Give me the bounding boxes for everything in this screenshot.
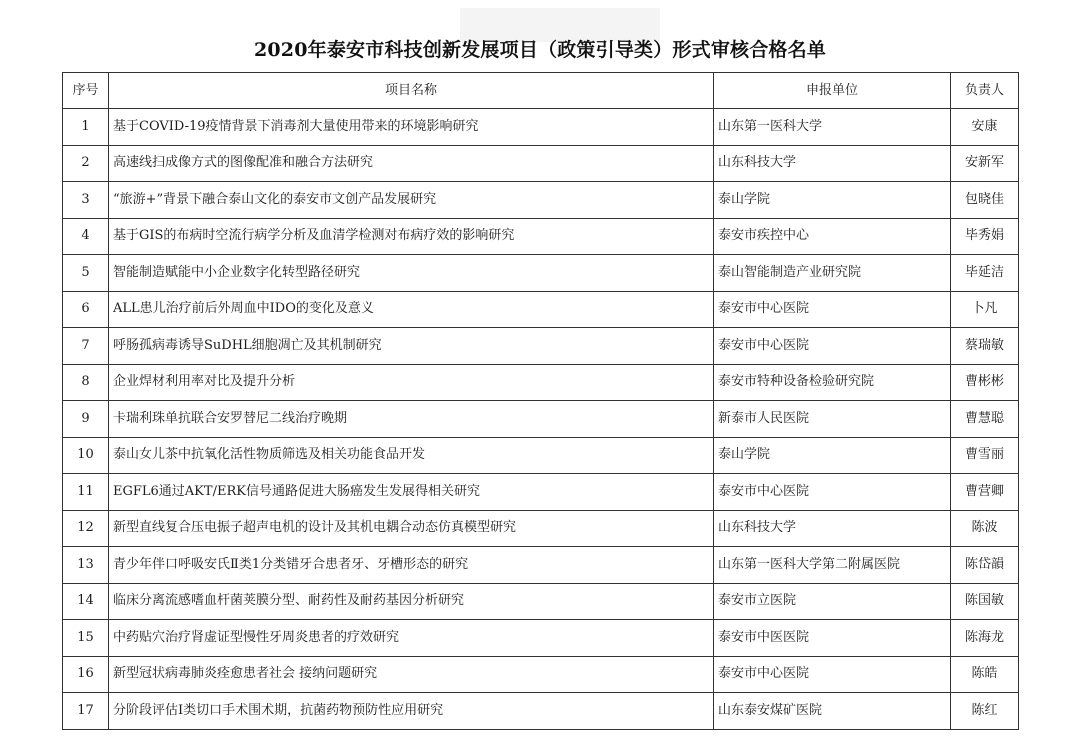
cell-leader: 陈红 xyxy=(951,693,1019,730)
cell-applicant-unit: 山东泰安煤矿医院 xyxy=(714,693,951,730)
header-project: 项目名称 xyxy=(109,73,714,109)
header-index: 序号 xyxy=(63,73,109,109)
cell-leader: 陈皓 xyxy=(951,656,1019,693)
table-row xyxy=(63,474,1019,511)
cell-index: 5 xyxy=(63,255,109,292)
cell-leader: 毕延洁 xyxy=(951,255,1019,292)
cell-project-name: 新型冠状病毒肺炎痊愈患者社会 接纳问题研究 xyxy=(109,656,714,693)
cell-index: 3 xyxy=(63,182,109,219)
cell-project-name: “旅游+”背景下融合泰山文化的泰安市文创产品发展研究 xyxy=(109,182,714,219)
cell-leader: 陈海龙 xyxy=(951,620,1019,657)
cell-index: 8 xyxy=(63,364,109,401)
cell-index: 15 xyxy=(63,620,109,657)
table-row xyxy=(63,656,1019,693)
cell-index: 11 xyxy=(63,474,109,511)
cell-applicant-unit: 山东科技大学 xyxy=(714,510,951,547)
table-row xyxy=(63,109,1019,146)
table-row xyxy=(63,218,1019,255)
cell-index: 10 xyxy=(63,437,109,474)
qualified-project-table xyxy=(62,72,1019,730)
cell-applicant-unit: 泰安市中心医院 xyxy=(714,291,951,328)
document-title: 2020年泰安市科技创新发展项目（政策引导类）形式审核合格名单 xyxy=(253,39,827,61)
cell-applicant-unit: 泰安市中心医院 xyxy=(714,328,951,365)
table-row xyxy=(63,401,1019,438)
cell-project-name: 基于GIS的布病时空流行病学分析及血清学检测对布病疗效的影响研究 xyxy=(109,218,714,255)
cell-index: 1 xyxy=(63,109,109,146)
table-row xyxy=(63,182,1019,219)
cell-project-name: 中药贴穴治疗肾虚证型慢性牙周炎患者的疗效研究 xyxy=(109,620,714,657)
table-header xyxy=(63,73,1019,109)
cell-applicant-unit: 泰安市立医院 xyxy=(714,583,951,620)
table-row xyxy=(63,547,1019,584)
table-row xyxy=(63,364,1019,401)
table-row xyxy=(63,145,1019,182)
cell-applicant-unit: 泰山学院 xyxy=(714,182,951,219)
cell-applicant-unit: 泰安市中心医院 xyxy=(714,656,951,693)
cell-project-name: 企业焊材利用率对比及提升分析 xyxy=(109,364,714,401)
cell-applicant-unit: 泰安市特种设备检验研究院 xyxy=(714,364,951,401)
table-row xyxy=(63,291,1019,328)
table-row xyxy=(63,620,1019,657)
cell-applicant-unit: 泰安市中心医院 xyxy=(714,474,951,511)
cell-project-name: 临床分离流感嗜血杆菌荚膜分型、耐药性及耐药基因分析研究 xyxy=(109,583,714,620)
cell-project-name: 分阶段评估I类切口手术围术期，抗菌药物预防性应用研究 xyxy=(109,693,714,730)
cell-index: 6 xyxy=(63,291,109,328)
cell-project-name: 新型直线复合压电振子超声电机的设计及其机电耦合动态仿真模型研究 xyxy=(109,510,714,547)
cell-index: 13 xyxy=(63,547,109,584)
cell-leader: 陈岱韻 xyxy=(951,547,1019,584)
cell-index: 14 xyxy=(63,583,109,620)
cell-applicant-unit: 山东科技大学 xyxy=(714,145,951,182)
cell-index: 2 xyxy=(63,145,109,182)
table-row xyxy=(63,510,1019,547)
table-body xyxy=(63,109,1019,730)
cell-applicant-unit: 山东第一医科大学第二附属医院 xyxy=(714,547,951,584)
cell-leader: 安新军 xyxy=(951,145,1019,182)
cell-index: 16 xyxy=(63,656,109,693)
cell-project-name: 卡瑞利珠单抗联合安罗替尼二线治疗晚期 xyxy=(109,401,714,438)
cell-project-name: 高速线扫成像方式的图像配准和融合方法研究 xyxy=(109,145,714,182)
cell-applicant-unit: 山东第一医科大学 xyxy=(714,109,951,146)
cell-applicant-unit: 泰山智能制造产业研究院 xyxy=(714,255,951,292)
cell-leader: 蔡瑞敏 xyxy=(951,328,1019,365)
cell-leader: 卜凡 xyxy=(951,291,1019,328)
table-row xyxy=(63,583,1019,620)
table-row xyxy=(63,255,1019,292)
cell-project-name: 智能制造赋能中小企业数字化转型路径研究 xyxy=(109,255,714,292)
cell-project-name: 基于COVID-19疫情背景下消毒剂大量使用带来的环境影响研究 xyxy=(109,109,714,146)
cell-project-name: ALL患儿治疗前后外周血中IDO的变化及意义 xyxy=(109,291,714,328)
cell-project-name: 青少年伴口呼吸安氏Ⅱ类1分类错牙合患者牙、牙槽形态的研究 xyxy=(109,547,714,584)
cell-leader: 包晓佳 xyxy=(951,182,1019,219)
cell-index: 9 xyxy=(63,401,109,438)
cell-index: 4 xyxy=(63,218,109,255)
table-header-row xyxy=(63,73,1019,109)
cell-project-name: EGFL6通过AKT/ERK信号通路促进大肠癌发生发展得相关研究 xyxy=(109,474,714,511)
table-row xyxy=(63,328,1019,365)
cell-index: 12 xyxy=(63,510,109,547)
table-row xyxy=(63,693,1019,730)
cell-leader: 曹营卿 xyxy=(951,474,1019,511)
cell-project-name: 泰山女儿茶中抗氧化活性物质筛选及相关功能食品开发 xyxy=(109,437,714,474)
cell-leader: 曹彬彬 xyxy=(951,364,1019,401)
header-unit: 申报单位 xyxy=(714,73,951,109)
cell-applicant-unit: 新泰市人民医院 xyxy=(714,401,951,438)
cell-project-name: 呼肠孤病毒诱导SuDHL细胞凋亡及其机制研究 xyxy=(109,328,714,365)
cell-leader: 毕秀娟 xyxy=(951,218,1019,255)
cell-leader: 安康 xyxy=(951,109,1019,146)
cell-leader: 曹雪丽 xyxy=(951,437,1019,474)
cell-applicant-unit: 泰安市疾控中心 xyxy=(714,218,951,255)
cell-leader: 曹慧聪 xyxy=(951,401,1019,438)
cell-leader: 陈国敏 xyxy=(951,583,1019,620)
cell-applicant-unit: 泰山学院 xyxy=(714,437,951,474)
cell-index: 17 xyxy=(63,693,109,730)
cell-leader: 陈波 xyxy=(951,510,1019,547)
table-row xyxy=(63,437,1019,474)
cell-index: 7 xyxy=(63,328,109,365)
header-leader: 负责人 xyxy=(951,73,1019,109)
cell-applicant-unit: 泰安市中医医院 xyxy=(714,620,951,657)
